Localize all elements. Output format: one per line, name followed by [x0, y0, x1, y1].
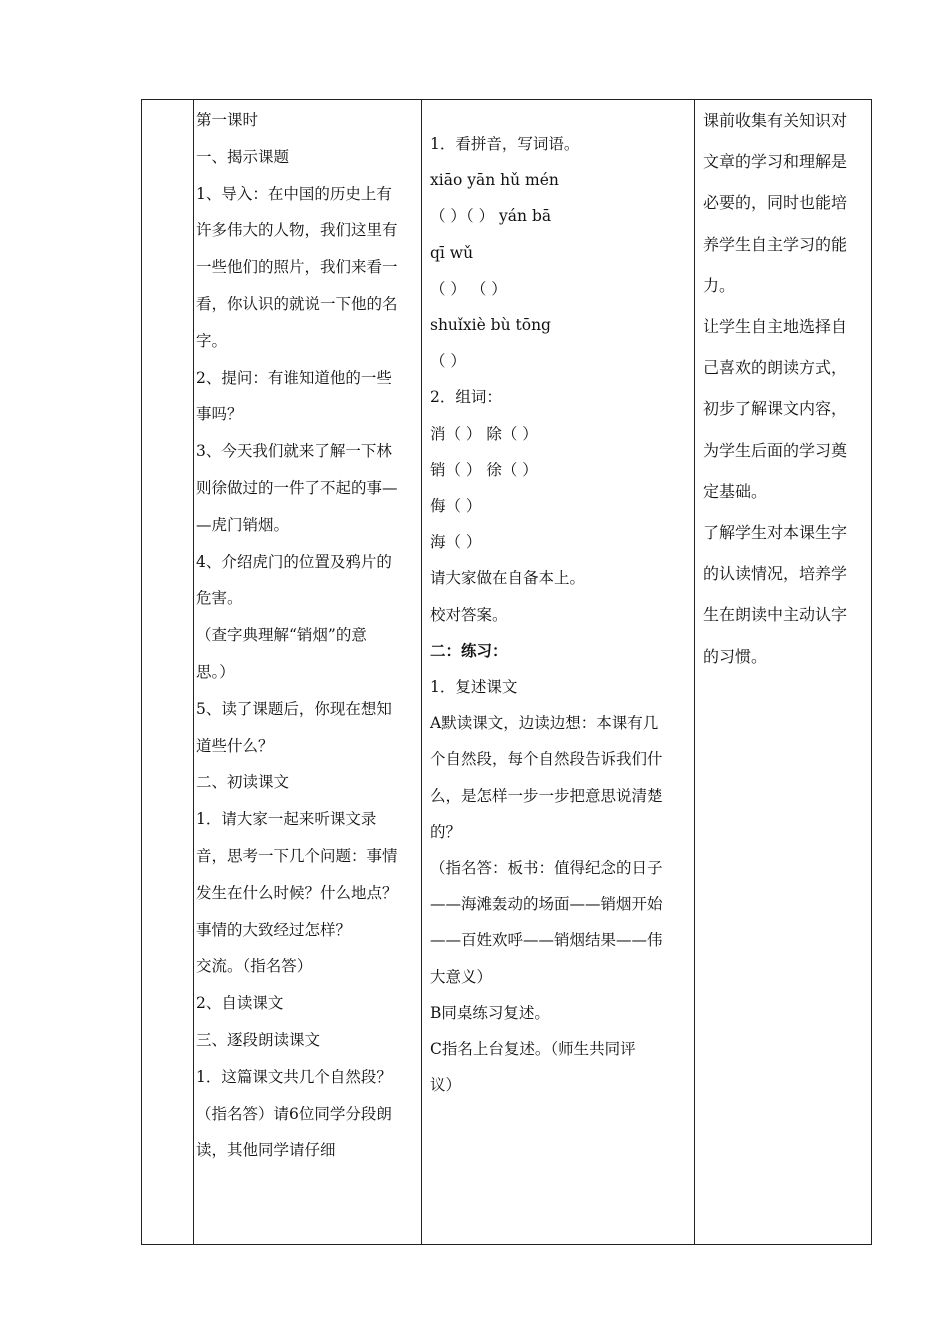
text-line: 5、读了课题后，你现在想知 — [196, 699, 392, 718]
text-line: 三、逐段朗读课文 — [196, 1030, 321, 1049]
text-line: 事情的大致经过怎样？ — [196, 920, 352, 939]
text-line: 道些什么？ — [196, 736, 274, 755]
text-line: 的？ — [430, 822, 462, 841]
text-line: 一些他们的照片，我们来看一 — [196, 258, 398, 277]
text-line: 销（ ） 徐（ ） — [430, 460, 538, 479]
text-line: 初步了解课文内容， — [703, 399, 848, 419]
text-line: 为学生后面的学习奠 — [703, 440, 848, 460]
text-line: （指名答：板书：值得纪念的日子 — [430, 859, 663, 878]
text-line: 消（ ） 除（ ） — [430, 424, 538, 443]
text-line: 看，你认识的就说一下他的名 — [196, 294, 398, 313]
teaching-process-column — [194, 100, 420, 1169]
text-line: 的习惯。 — [703, 646, 768, 666]
text-line: 4、介绍虎门的位置及鸦片的 — [196, 552, 392, 571]
text-line: 文章的学习和理解是 — [703, 152, 848, 172]
pinyin-line: shuǐxiè bù tōng — [430, 316, 551, 335]
text-line: 2、自读课文 — [196, 994, 284, 1013]
design-intent-column — [695, 100, 871, 677]
text-line: 一、揭示课题 — [196, 147, 290, 166]
text-line: 定基础。 — [703, 481, 768, 501]
text-line: 校对答案。 — [430, 605, 508, 624]
text-line: 发生在什么时候？什么地点？ — [196, 883, 398, 902]
text-line: 许多伟大的人物，我们这里有 — [196, 221, 398, 240]
text-line: 侮（ ） — [430, 497, 482, 516]
text-line: 了解学生对本课生字 — [703, 523, 848, 543]
text-line: ——百姓欢呼——销烟结果——伟 — [430, 931, 663, 950]
student-activity-column — [422, 100, 692, 1103]
text-line: 1．看拼音，写词语。 — [430, 135, 580, 153]
text-line: 议） — [430, 1076, 462, 1095]
text-line: 则徐做过的一件了不起的事— — [196, 478, 398, 497]
text-line: 1．请大家一起来听课文录 — [196, 810, 377, 829]
text-line: 的认读情况，培养学 — [703, 564, 848, 584]
text-line: 必要的，同时也能培 — [703, 193, 848, 213]
text-line: （ ） — [430, 352, 466, 371]
text-line: （查字典理解“销烟”的意 — [196, 626, 367, 645]
text-line: 音，思考一下几个问题：事情 — [196, 846, 398, 865]
section-heading: 二：练习： — [430, 640, 508, 660]
text-line: 第一课时 — [196, 111, 259, 129]
text-line: 己喜欢的朗读方式， — [703, 358, 848, 378]
text-line: 么，是怎样一步一步把意思说清楚 — [430, 786, 663, 805]
text-line: 个自然段，每个自然段告诉我们什 — [430, 750, 663, 769]
text-line: C指名上台复述。（师生共同评 — [430, 1040, 636, 1059]
text-line: 1．复述课文 — [430, 678, 518, 697]
text-line: —虎门销烟。 — [196, 515, 290, 534]
lesson-plan-table — [141, 99, 872, 1245]
text-line: 思。） — [196, 662, 235, 681]
text-line: A默读课文，边读边想：本课有几 — [430, 714, 659, 733]
text-line: 生在朗读中主动认字 — [703, 605, 848, 625]
text-line: （ ）（ ） yán bā — [430, 207, 552, 226]
text-line: 事吗？ — [196, 405, 243, 424]
text-line: 课前收集有关知识对 — [703, 111, 848, 130]
text-line: 养学生自主学习的能 — [703, 234, 848, 254]
text-line: 请大家做在自备本上。 — [430, 569, 586, 588]
text-line: 读，其他同学请仔细 — [196, 1141, 336, 1160]
text-line: ——海滩轰动的场面——销烟开始 — [430, 895, 663, 914]
text-line: 2、提问：有谁知道他的一些 — [196, 368, 392, 387]
text-line: 海（ ） — [430, 533, 482, 552]
pinyin-line: qī wǔ — [430, 243, 474, 262]
text-line: 1．这篇课文共几个自然段？ — [196, 1067, 392, 1086]
text-line: 字。 — [196, 331, 228, 350]
text-line: （ ） （ ） — [430, 279, 507, 298]
text-line: 危害。 — [196, 589, 243, 608]
text-line: 1、导入：在中国的历史上有 — [196, 184, 392, 203]
text-line: 2．组词： — [430, 388, 502, 407]
text-line: 让学生自主地选择自 — [703, 317, 848, 337]
pinyin-line: xiāo yān hǔ mén — [430, 171, 559, 190]
text-line: 3、今天我们就来了解一下林 — [196, 442, 392, 461]
text-line: 二、初读课文 — [196, 773, 290, 792]
text-line: B同桌练习复述。 — [430, 1003, 550, 1022]
text-line: 大意义） — [430, 967, 493, 986]
text-line: （指名答）请6位同学分段朗 — [196, 1104, 392, 1123]
text-line: 交流。（指名答） — [196, 957, 313, 976]
text-line: 力。 — [703, 275, 736, 295]
